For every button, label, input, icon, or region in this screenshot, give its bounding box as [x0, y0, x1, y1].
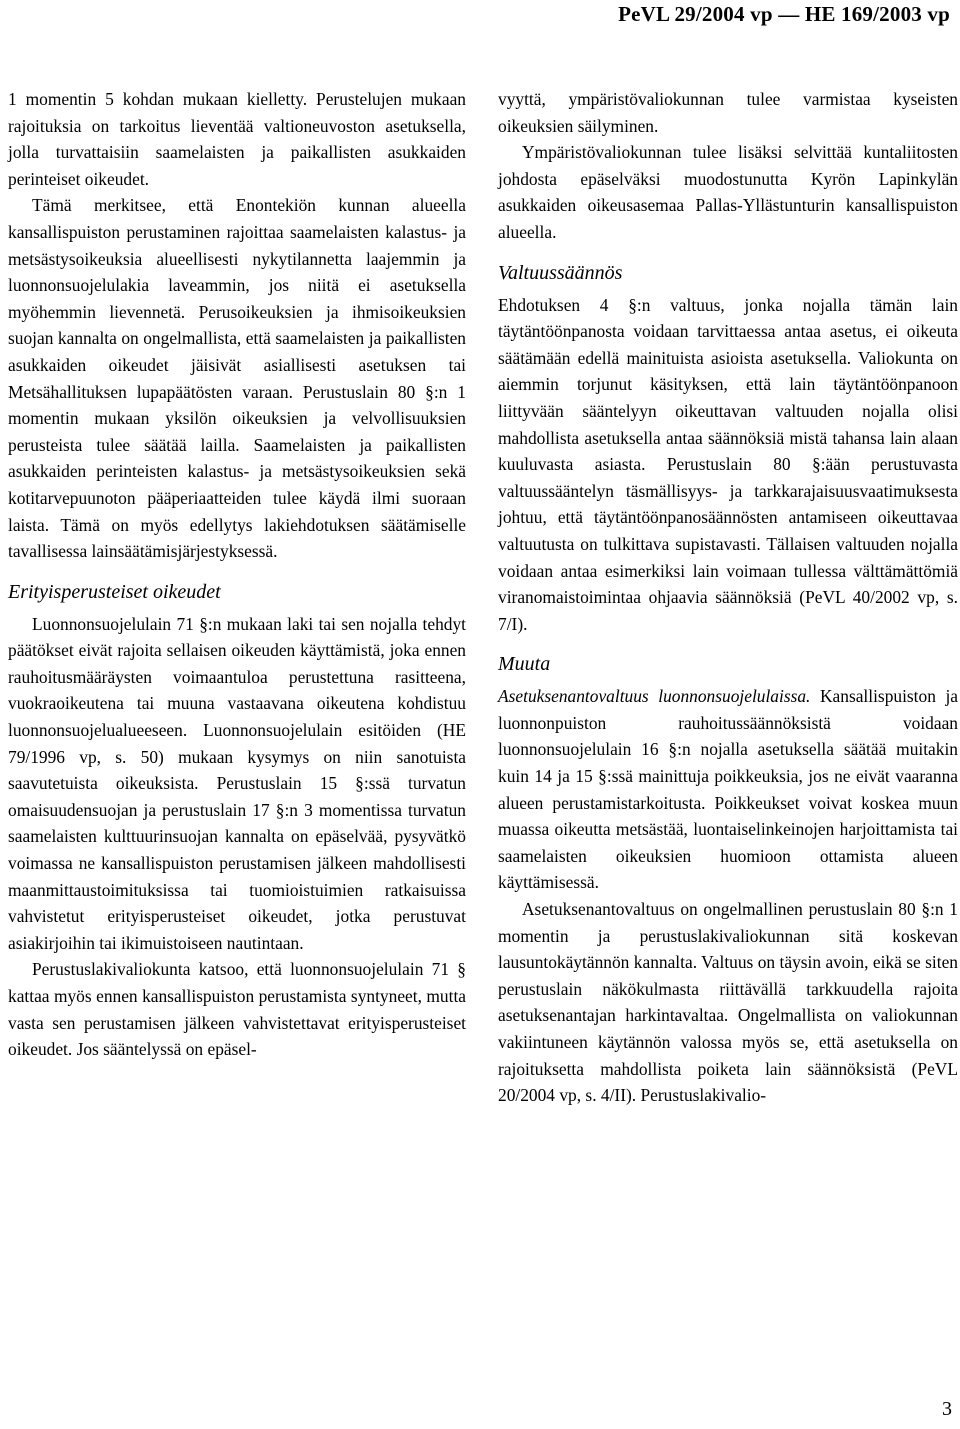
- paragraph: Ympäristövaliokunnan tulee lisäksi selvittää kuntaliitosten johdosta epäselväksi muodostunutta Kyrön Lapinkylän asukkaiden oikeusasemaa Pallas-Yllästunturin kansallispuiston alueella.: [498, 142, 958, 242]
- running-header: PeVL 29/2004 vp — HE 169/2003 vp: [618, 2, 950, 26]
- left-column: [8, 86, 466, 1063]
- page-number: 3: [942, 1398, 952, 1420]
- section-heading-erityisperusteiset-oikeudet: Erityisperusteiset oikeudet: [8, 580, 221, 603]
- inline-heading: Asetuksenantovaltuus luonnonsuojelulaissa.: [498, 686, 811, 707]
- paragraph: Luonnonsuojelulain 71 §:n mukaan laki tai sen nojalla tehdyt päätökset eivät rajoita sellaisen oikeuden käyttämistä, joka ennen rauhoitusmääräysten voimaantuloa perustettuna rasitteena, vuokraoikeutena tai muuna vastaavana oikeutena kohdistuu luonnonsuojelualueeseen. Luonnonsuojelulain esitöiden (HE 79/1996 vp, s. 50) mukaan kysymys on niin sanotuista saavutetuista oikeuksista. Perustuslain 15 §:ssä turvatun omaisuudensuojan ja perustuslain 17 §:n 3 momentissa turvatun saamelaisten kulttuurinsuojan kannalta on epäselvää, pysyvätkö voimassa ne kansallispuiston perustamisen jälkeen mahdollisesti maanmittaustoimituksissa tai tuomioistuimien ratkaisuissa vahvistetut erityisperusteiset oikeudet, jotka perustuvat asiakirjoihin tai ikimuistoiseen nautintaan.: [8, 613, 466, 953]
- paragraph: 1 momentin 5 kohdan mukaan kielletty. Perustelujen mukaan rajoituksia on tarkoitus lieventää valtioneuvoston asetuksella, jolla turvattaisiin saamelaisten ja paikallisten asukkaiden perinteiset oikeudet.: [8, 89, 466, 189]
- paragraph: Perustuslakivaliokunta katsoo, että luonnonsuojelulain 71 § kattaa myös ennen kansallispuiston perustamista syntyneet, mutta vasta sen perustamisen jälkeen vahvistettavat erityisperusteiset oikeudet. Jos sääntelyssä on epäsel-: [8, 959, 466, 1060]
- paragraph: [498, 683, 958, 896]
- section-heading-muuta: Muuta: [498, 653, 551, 676]
- paragraph: vyyttä, ympäristövaliokunnan tulee varmistaa kyseisten oikeuksien säilyminen.: [498, 89, 958, 136]
- paragraph: Tämä merkitsee, että Enontekiön kunnan alueella kansallispuiston perustaminen rajoittaa saamelaisten kalastus- ja metsästysoikeuksia alueellisesti nykytilannetta laajemmin ja luonnonsuojelulakia laveammin, jos niitä ei asetuksella myöhemmin lievennetä. Perusoikeuksien ja ihmisoikeuksien suojan kannalta on ongelmallista, että saamelaisten ja paikallisten asukkaiden oikeudet jäisivät asiallisesti asetuksen tai Metsähallituksen lupapäätösten varaan. Perustuslain 80 §:n 1 momentin mukaan yksilön oikeuksien ja velvollisuuksien perusteista tulee säätää lailla. Saamelaisten ja paikallisten asukkaiden perinteisten kalastus- ja metsästysoikeuksien sekä kotitarvepuunoton pääperiaatteiden tulee käydä ilmi suoraan laista. Tämä on myös edellytys lakiehdotuksen säätämiselle tavallisessa lainsäätämisjärjestyksessä.: [8, 195, 466, 562]
- paragraph: Ehdotuksen 4 §:n valtuus, jonka nojalla tämän lain täytäntöönpanosta voidaan tarvittaessa antaa asetus, ei oikeuta säätämään edellä mainituista asioista asetuksella. Valiokunta on aiemmin torjunut käsityksen, että lain täytäntöönpanoon liittyvään sääntelyyn oikeuttavan valtuuden nojalla olisi mahdollista asetuksella antaa säännöksiä mistä tahansa lain alaan kuuluvasta asiasta. Perustuslain 80 §:ään perustuvasta valtuussääntelyn täsmällisyys- ja tarkkarajaisuusvaatimuksesta johtuu, että täytäntöönpanosäännösten antamiseen oikeuttavaa valtuutusta on tulkittava supistavasti. Tällaisen valtuuden nojalla voidaan antaa esimerkiksi lain voimaan tullessa välttämättömiä viranomaistoimintaa ohjaavia säännöksiä (PeVL 40/2002 vp, s. 7/I).: [498, 294, 958, 634]
- paragraph-text: Kansallispuiston ja luonnonpuiston rauhoitussäännöksistä voidaan luonnonsuojelulain 16 §:n nojalla asetuksella säätää muitakin kuin 14 ja 15 §:ssä mainittuja poikkeuksia, jos ne eivät vaaranna alueen perustamistarkoitusta. Poikkeukset voivat koskea muun muassa oikeutta metsästää, luontaiselinkeinojen harjoittamista tai saamelaisten oikeuksien huomioon ottamista alueen käyttämisessä.: [498, 686, 958, 893]
- right-column: [498, 86, 958, 1109]
- paragraph: Asetuksenantovaltuus on ongelmallinen perustuslain 80 §:n 1 momentin ja perustuslakivaliokunnan sitä koskevan lausuntokäytännön kannalta. Valtuus on täysin avoin, eikä se siten perustuslain näkökulmasta riittävällä tarkkuudella rajoita asetuksenantajan harkintavaltaa. Ongelmallista on valiokunnan vakiintuneen käytännön valossa myös se, että asetuksella on rajoituksetta mahdollista poiketa lain säännöksistä (PeVL 20/2004 vp, s. 4/II). Perustuslakivalio-: [498, 899, 958, 1106]
- section-heading-valtuussaannos: Valtuussäännös: [498, 261, 623, 284]
